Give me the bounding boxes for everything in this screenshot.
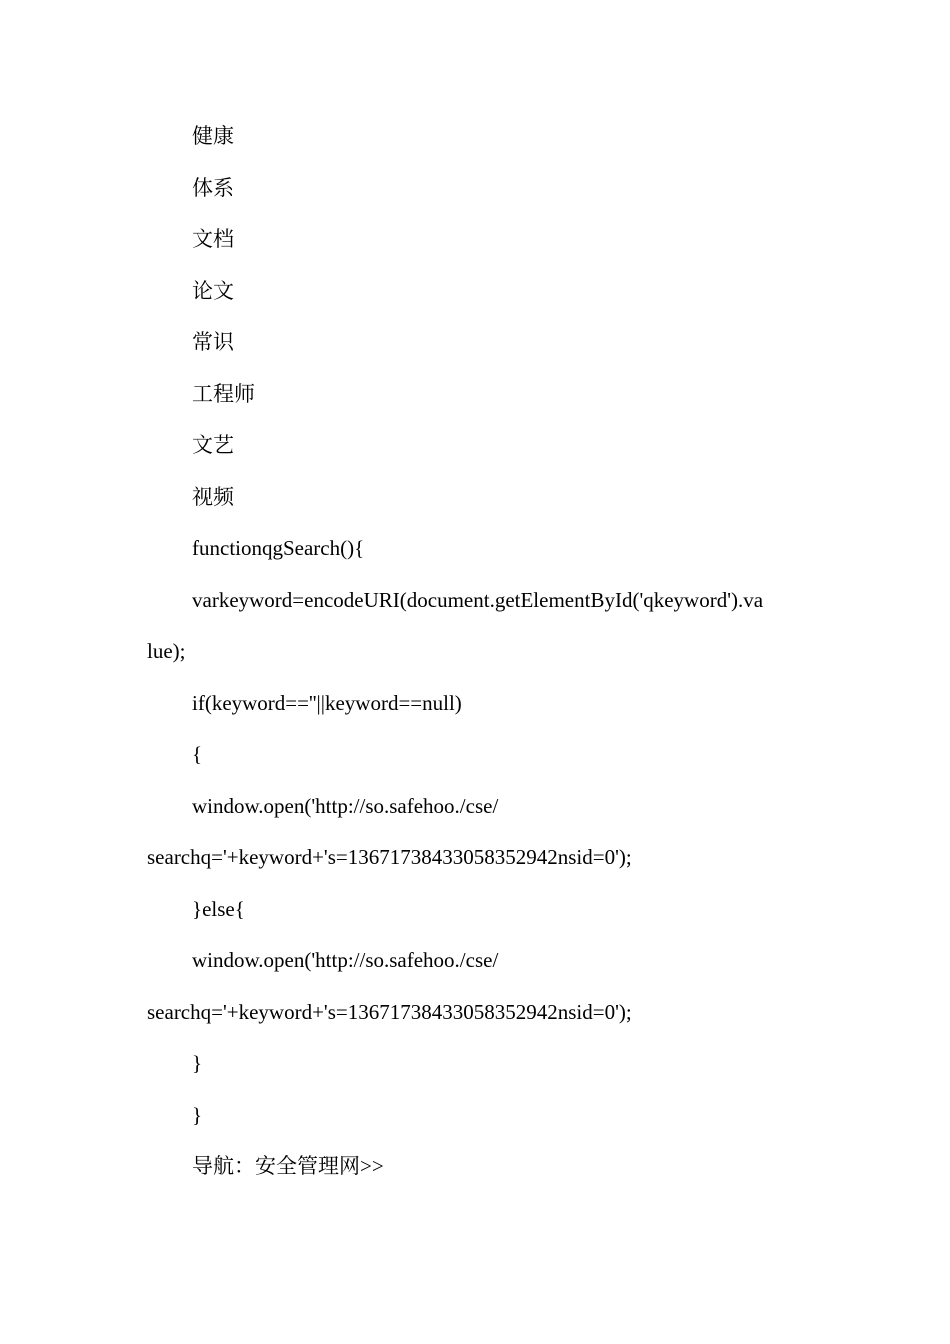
text-line-navigation: 导航：安全管理网>> [192, 1154, 384, 1178]
code-line-function-declaration: functionqgSearch(){ [192, 536, 365, 560]
code-line-window-open-1: window.open('http://so.safehoo./cse/ [192, 793, 499, 818]
code-line-close-brace-1: } [192, 1051, 203, 1075]
code-line-if-condition: if(keyword==''||keyword==null) [192, 690, 462, 715]
code-line-close-brace-2: } [192, 1102, 203, 1127]
text-line-common-knowledge: 常识 [192, 330, 234, 354]
code-line-window-open-2: window.open('http://so.safehoo./cse/ [192, 948, 499, 972]
code-line-else: }else{ [192, 896, 245, 921]
text-line-papers: 论文 [192, 278, 234, 303]
text-line-health: 健康 [192, 124, 234, 148]
text-line-documents: 文档 [192, 227, 234, 251]
text-line-video: 视频 [192, 484, 234, 509]
text-line-arts: 文艺 [192, 433, 234, 457]
text-line-engineer: 工程师 [192, 381, 255, 406]
code-line-keyword-assignment: varkeyword=encodeURI(document.getElementById('qkeyword').va [192, 587, 764, 612]
code-line-window-open-1-continued: searchq='+keyword+'s=13671738433058352942nsid=0'); [147, 845, 632, 869]
text-line-system: 体系 [192, 175, 234, 200]
document-body [147, 111, 807, 1193]
code-line-keyword-assignment-continued: lue); [147, 639, 186, 663]
code-line-open-brace: { [192, 742, 203, 766]
code-line-window-open-2-continued: searchq='+keyword+'s=13671738433058352942nsid=0'); [147, 999, 632, 1024]
